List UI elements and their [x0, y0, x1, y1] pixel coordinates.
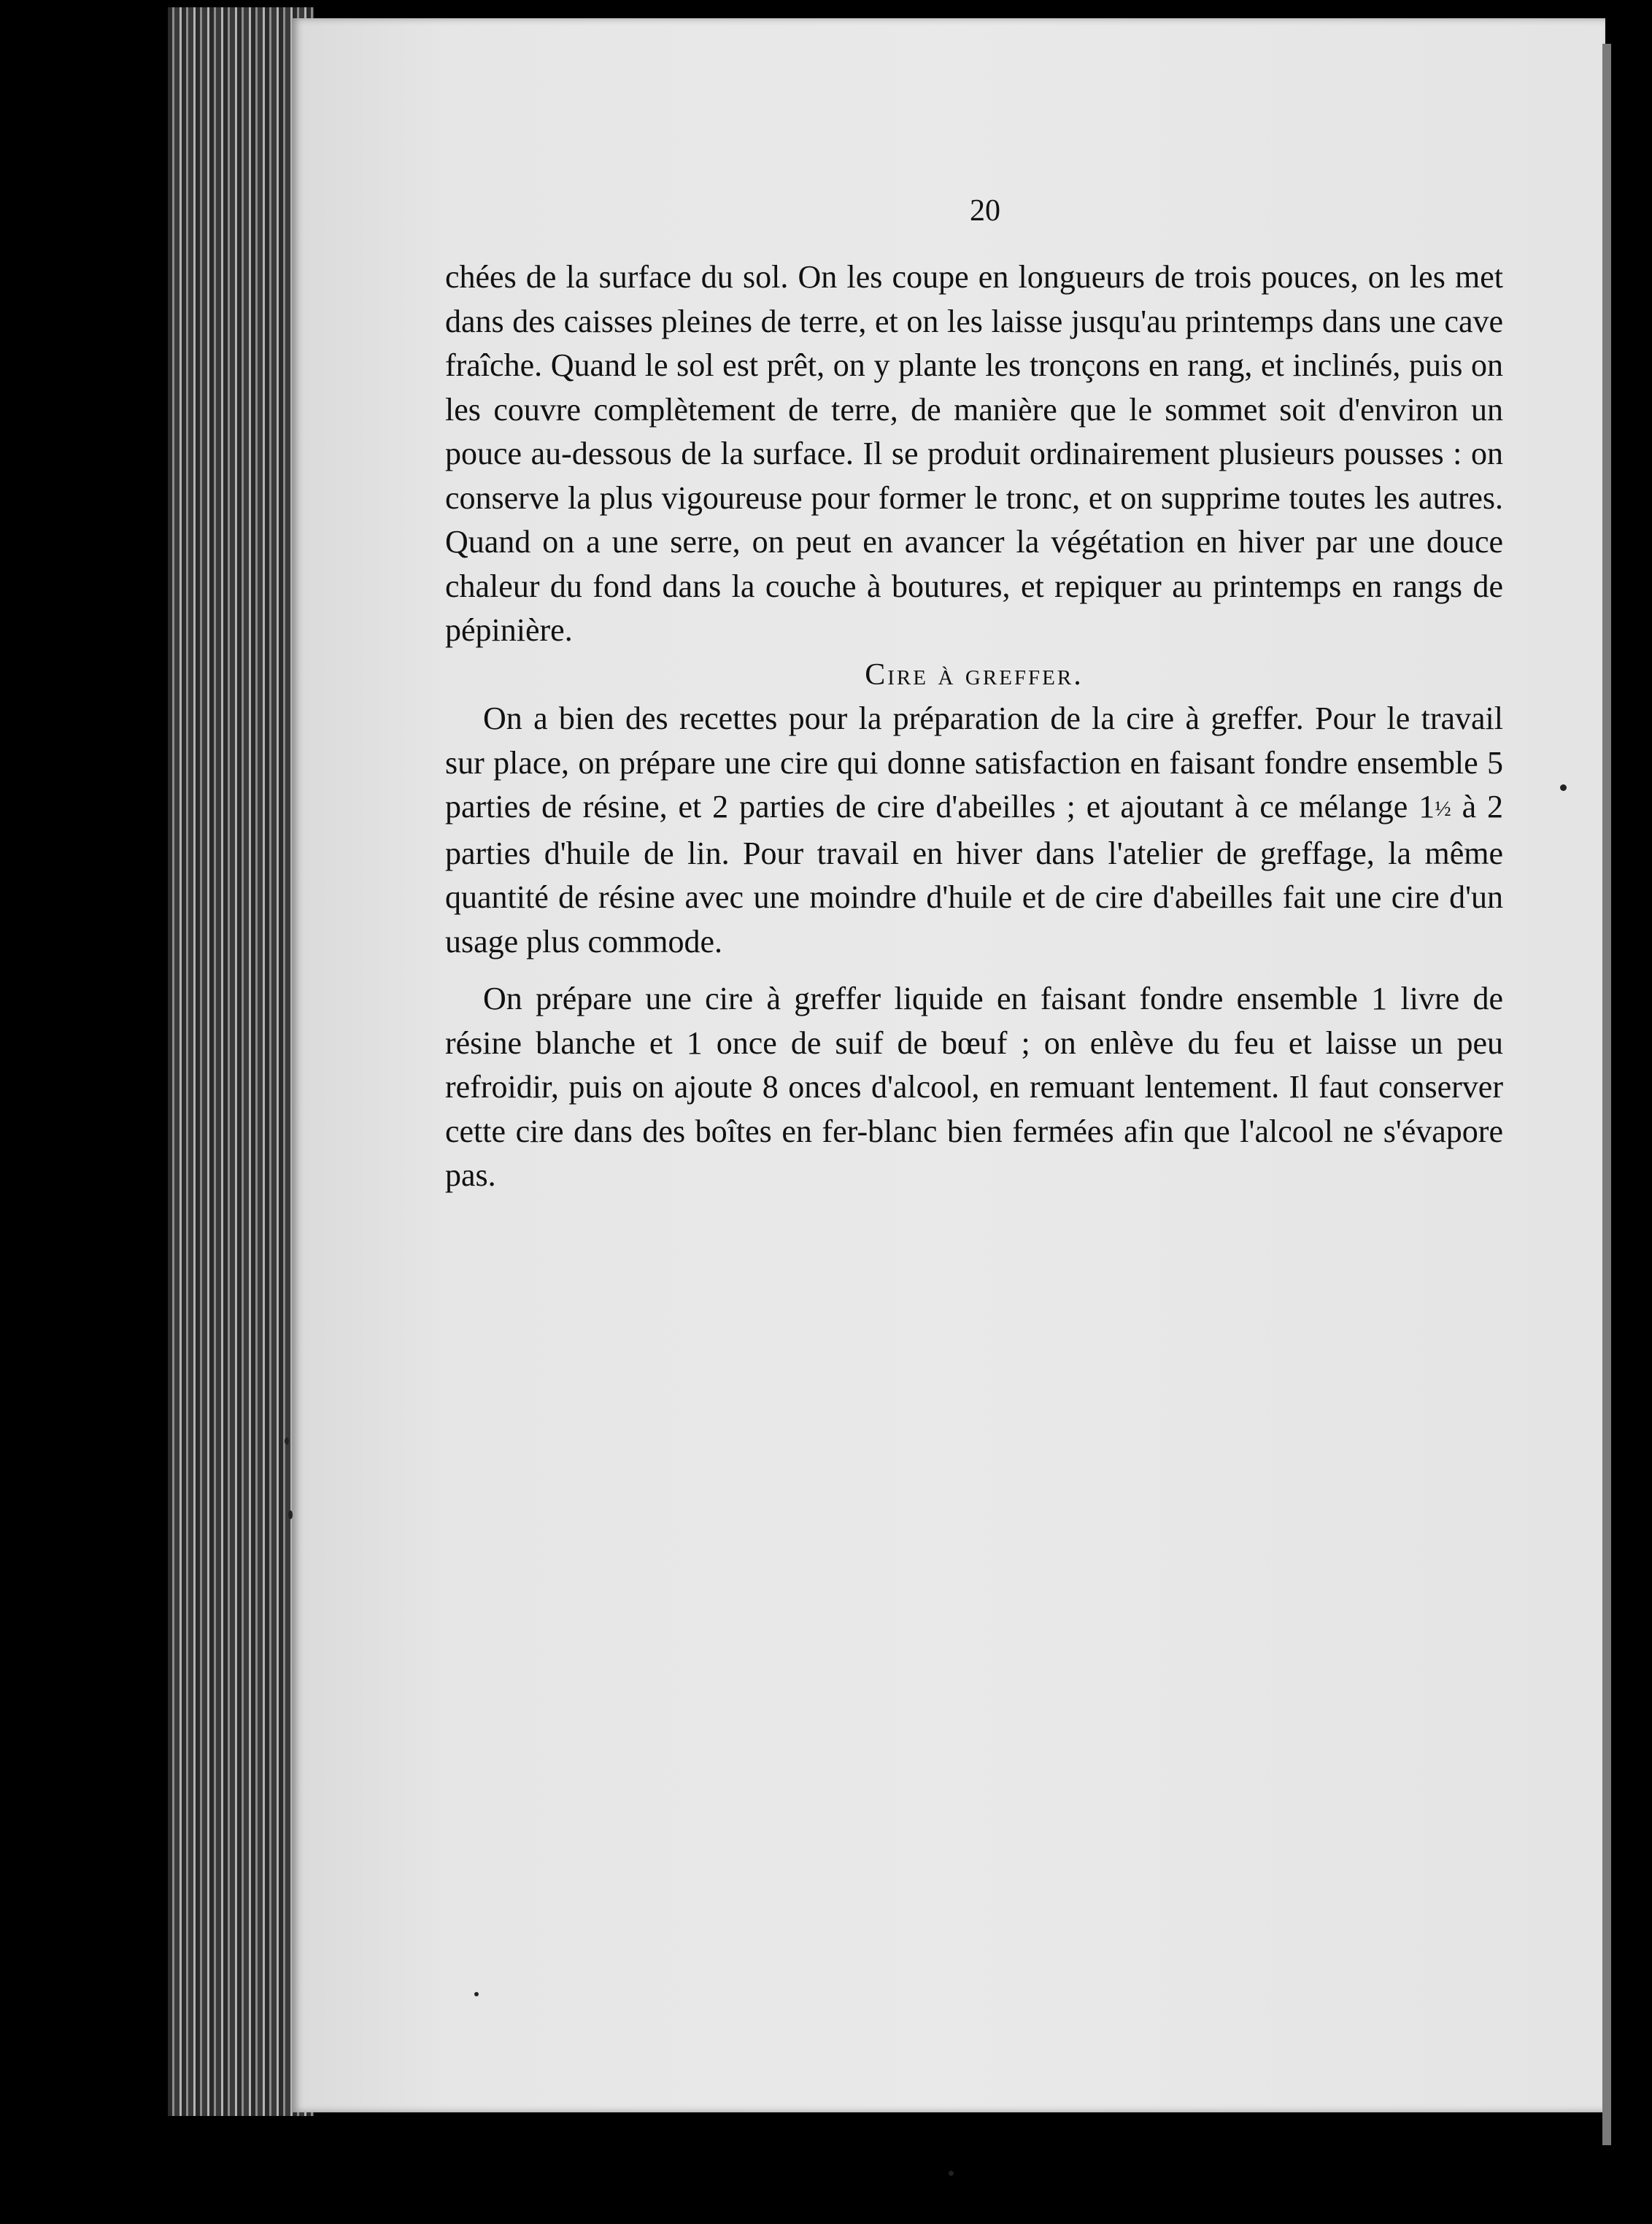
scan-speck [474, 1992, 479, 1996]
scan-speck [285, 1437, 289, 1445]
page-right-edge [1602, 44, 1611, 2145]
section-heading: Cire à greffer. [865, 657, 1084, 692]
fraction-half: ½ [1435, 797, 1451, 821]
paragraph-2-part-2: à 2 parties d'huile de lin. Pour travail en hiver dans l'atelier de greffage, la même quantité de résine avec une moindre d'huile et de cire d'abeilles fait une cire d'un usage plus commode. [445, 789, 1503, 960]
paragraph-2-part-1: On a bien des recettes pour la préparation de la cire à greffer. Pour le travail sur place, on prépare une cire qui donne satisfaction en faisant fondre ensemble 5 parties de résine, et 2 parties de cire d'abeilles ; et ajoutant à ce mélange 1 [445, 700, 1503, 825]
paragraph-1: chées de la surface du sol. On les coupe en longueurs de trois pouces, on les met dans des caisses pleines de terre, et on les laisse jusqu'au printemps dans une cave fraîche. Quand le sol est prêt, on y plante les tronçons en rang, et inclinés, puis on les couvre complètement de terre, de manière que le sommet soit d'environ un pouce au-dessous de la surface. Il se produit ordinairement plusieurs pousses : on conserve la plus vigoureuse pour former le tronc, et on supprime toutes les autres. Quand on a une serre, on peut en avancer la végétation en hiver par une douce chaleur du fond dans la couche à boutures, et repiquer au printemps en rangs de pépinière. [445, 259, 1503, 648]
page-number: 20 [970, 194, 1000, 228]
scan-speck [949, 2171, 954, 2176]
text-block [445, 255, 1503, 1198]
scan-speck [1560, 784, 1567, 791]
scan-speck [288, 1510, 293, 1519]
paragraph-3: On prépare une cire à greffer liquide en faisant fondre ensemble 1 livre de résine blanche et 1 once de suif de bœuf ; on enlève du feu et laisse un peu refroidir, puis on ajoute 8 onces d'alcool, en remuant lentement. Il faut conserver cette cire dans des boîtes en fer-blanc bien fermées afin que l'alcool ne s'évapore pas. [445, 981, 1503, 1193]
paragraph-2 [445, 697, 1503, 964]
